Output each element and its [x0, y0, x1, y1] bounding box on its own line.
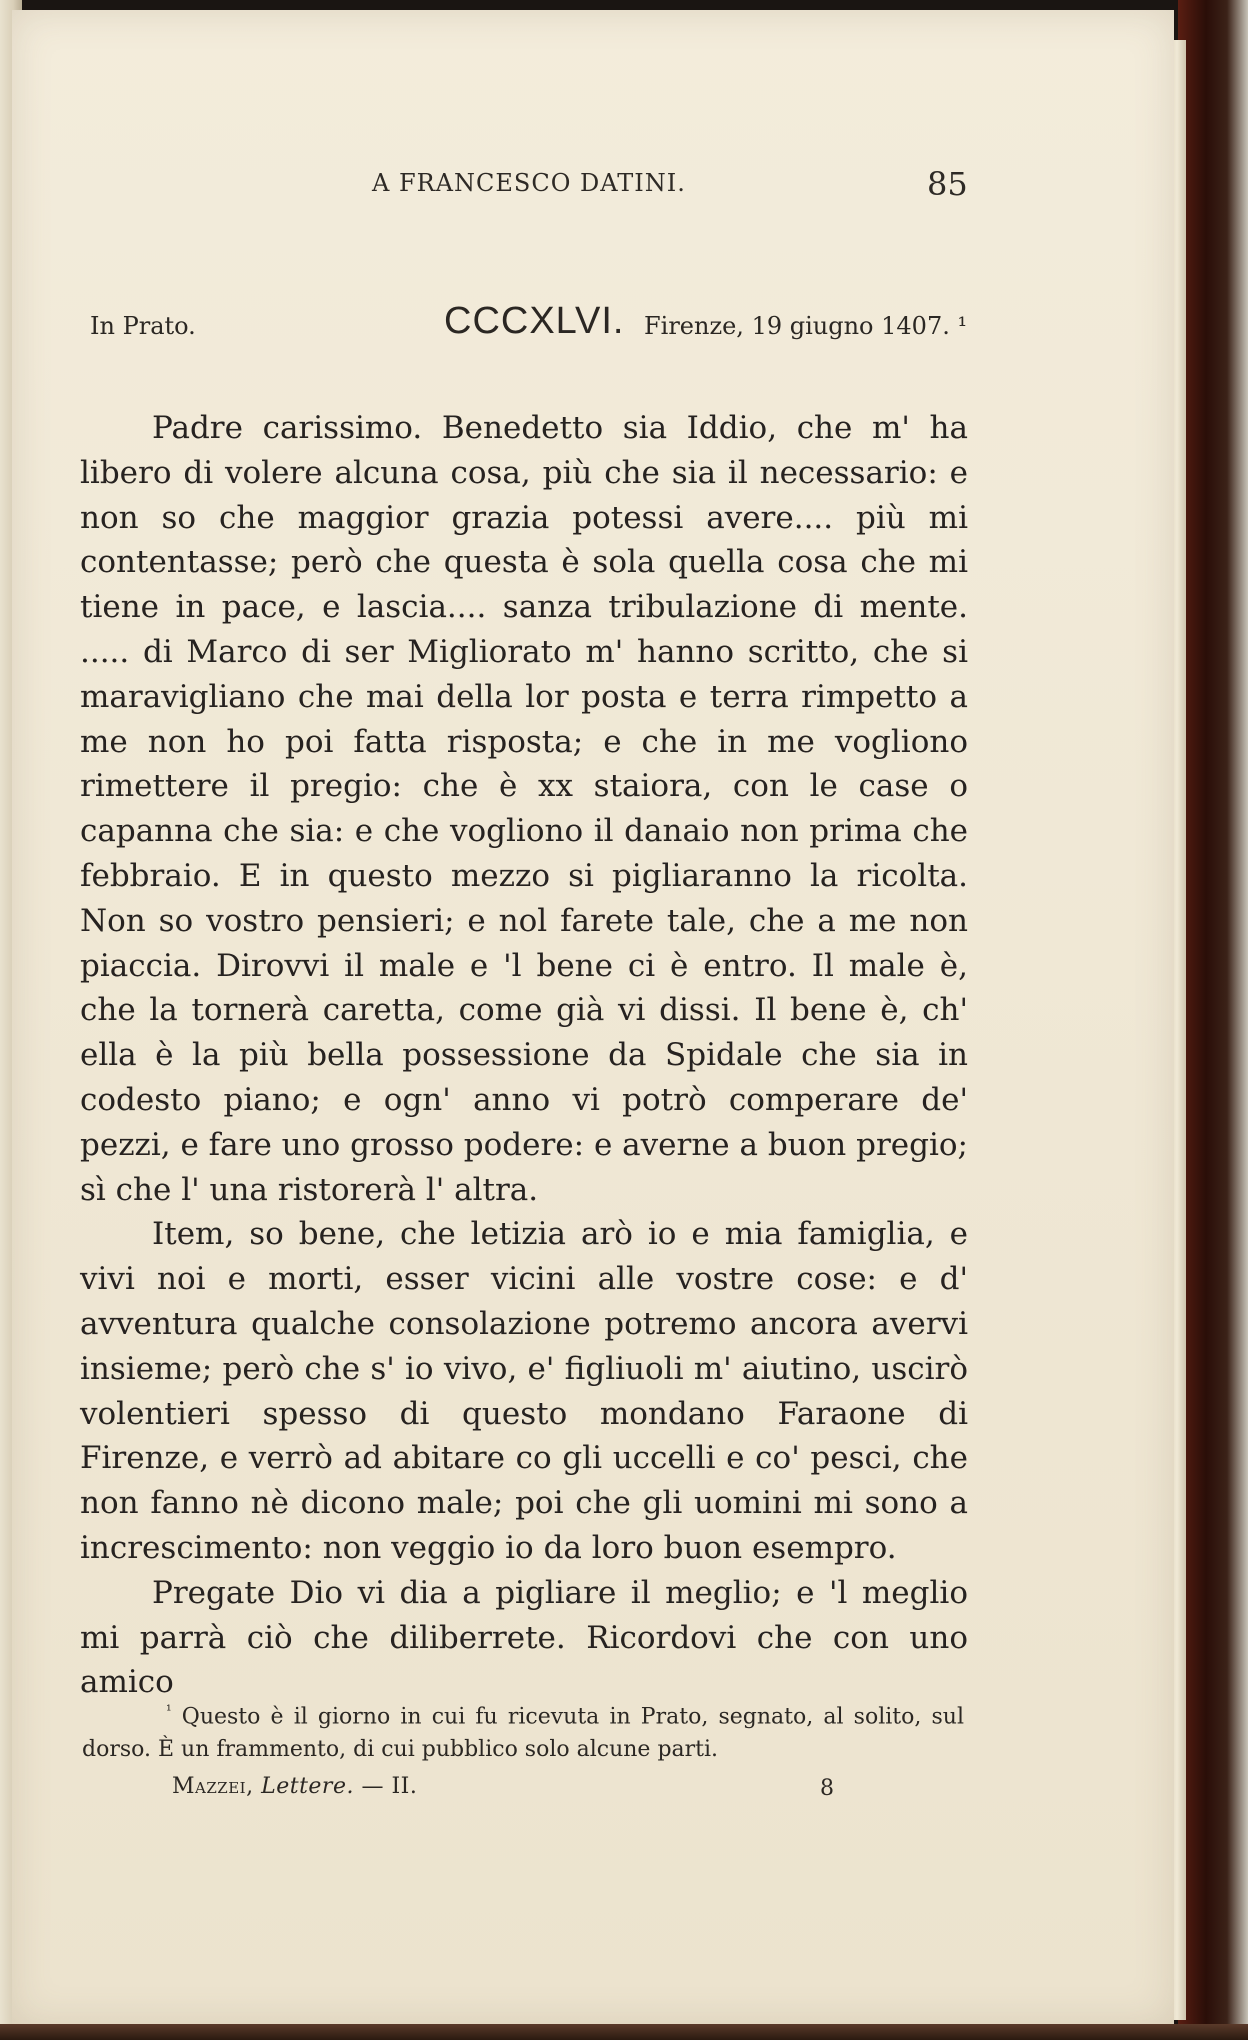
paragraph-2: Item, so bene, che letizia arò io e mia famiglia, e vivi noi e morti, esser vicini alle vostre cose: e d' avventura qualche consolazione potremo ancora avervi insieme; però che s' io vivo, e' figliuoli m' aiutino, uscirò volentieri spesso di questo mondano Faraone di Firenze, e verrò ad abitare co gli uccelli e co' pesci, che non fanno nè dicono male; poi che gli uomini mi sono a increscimento: non veggio io da loro buon esempro.	[80, 1216, 968, 1566]
letter-body	[80, 406, 968, 1705]
paragraph-1: Padre carissimo. Benedetto sia Iddio, che m' ha libero di volere alcuna cosa, più che sia il necessario: e non so che maggior grazia potessi avere.... più mi contentasse; però che questa è sola quella cosa che mi tiene in pace, e lascia.... sanza tribulazione di mente. ..... di Marco di ser Migliorato m' hanno scritto, che si maravigliano che mai della lor posta e terra rimpetto a me non ho poi fatta risposta; e che in me vogliono rimettere il pregio: che è xx staiora, con le case o capanna che sia: e che vogliono il danaio non prima che febbraio. E in questo mezzo si pigliaranno la ricolta. Non so vostro pensieri; e nol farete tale, che a me non piaccia. Dirovvi il male e 'l bene ci è entro. Il male è, che la tornerà caretta, come già vi dissi. Il bene è, ch' ella è la più bella possessione da Spidale che sia in codesto piano; e ogn' anno vi potrò comperare de' pezzi, e fare uno grosso podere: e averne a buon pregio; sì che l' una ristorerà l' altra.	[80, 410, 968, 1208]
book-bottom-edge	[0, 2024, 1248, 2040]
printer-signature-line	[12, 1770, 1174, 1810]
footnote-marker: ¹	[166, 1703, 172, 1719]
footnote	[82, 1695, 964, 1766]
letter-number: CCCXLVI.	[444, 300, 625, 342]
letter-destination: In Prato.	[90, 312, 196, 340]
page-header	[12, 165, 1174, 205]
letter-heading	[12, 300, 1174, 350]
signature-volume: — II.	[361, 1774, 418, 1799]
signature-mark: Mazzei, Lettere. — II.	[172, 1774, 418, 1799]
signature-author: Mazzei	[172, 1774, 247, 1799]
book-page	[12, 10, 1174, 2025]
sheet-number: 8	[820, 1776, 834, 1801]
letter-date: Firenze, 19 giugno 1407. ¹	[644, 312, 968, 340]
book-binding-spine	[1178, 0, 1248, 2040]
running-title: A FRANCESCO DATINI.	[372, 169, 686, 197]
paragraph-3: Pregate Dio vi dia a pigliare il meglio; e 'l meglio mi parrà ciò che diliberrete. Ricordovi che con uno amico	[80, 1574, 968, 1701]
page-number: 85	[927, 165, 968, 203]
signature-work: Lettere.	[261, 1774, 354, 1799]
footnote-text: Questo è il giorno in cui fu ricevuta in Prato, segnato, al solito, sul dorso. È un frammento, di cui pubblico solo alcune parti.	[82, 1704, 964, 1763]
